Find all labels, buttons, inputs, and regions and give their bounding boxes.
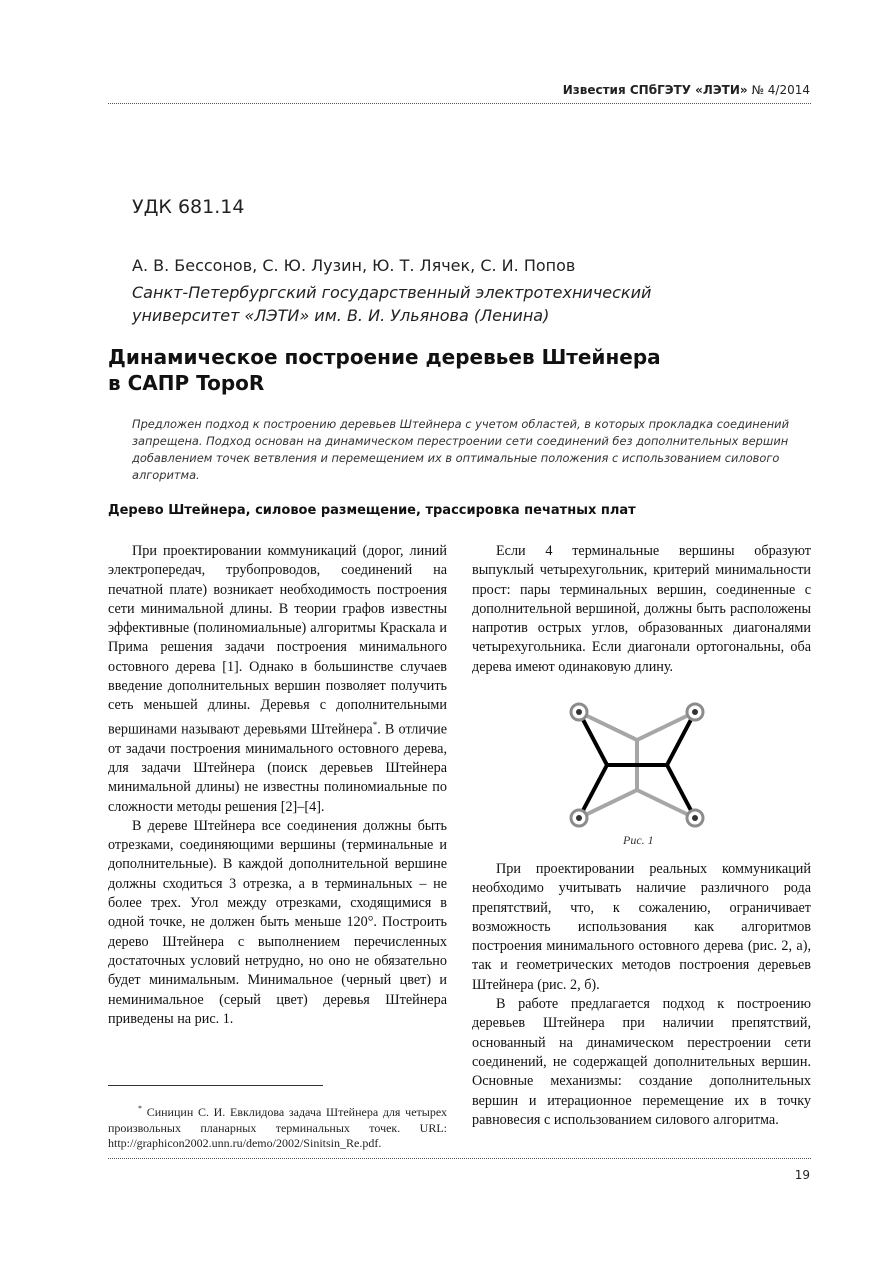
footnote-rule (108, 1085, 323, 1086)
terminal-vertex-center (692, 815, 698, 821)
terminal-vertex-center (692, 709, 698, 715)
right-column-bottom (472, 860, 811, 1130)
title-line-1: Динамическое построение деревьев Штейнера (108, 345, 661, 369)
left-paragraph-1-text-b: . В отличие от задачи построения минимального остовного дерева, для задачи Штейнера (поиск деревьев Штейнера минимальной длины) не известны полиномиальные по сложности методы решения [2]–[4]. (108, 721, 447, 815)
footnote-reference: * (372, 719, 378, 730)
header-divider (108, 103, 811, 104)
terminal-vertex-center (576, 709, 582, 715)
left-paragraph-1-text-a: При проектировании коммуникаций (дорог, линий электропередач, трубопроводов, соединений на печатной плате) возникает необходимость построения сети минимальной длины. В теории графов известны эффективные (полиномиальные) алгоритмы Краскала и Прима решения задачи построения минимального остовного дерева [1]. Однако в большинстве случаев введение дополнительных вершин позволяет получить сеть меньшей длины. Деревья с дополнительными вершинами называют деревьями Штейнера (108, 543, 447, 738)
title-line-2: в САПР TopoR (108, 371, 265, 395)
right-paragraph-2: При проектировании реальных коммуникаций необходимо учитывать наличие различного рода препятствий, что, к сожалению, ограничивает возможность использования как алгоритмов построения минимального остовного дерева (рис. 2, а), так и геометрических методов построения деревьев Штейнера (рис. 2, б). (472, 861, 811, 993)
left-paragraph-2: В дереве Штейнера все соединения должны быть отрезками, соединяющими вершины (терминальные и дополнительные). В каждой дополнительной вершине должны сходиться 3 отрезка, а в терминальных – не более трех. Угол между отрезками, сходящимися в одной точке, не должен быть меньше 120°. Построить дерево Штейнера с выполнением перечисленных достаточных условий нетрудно, но оно не обязательно будет минимальным. Минимальное (черный цвет) и неминимальное (серый цвет) деревья Штейнера приведены на рис. 1. (108, 817, 447, 1027)
footnote (108, 1101, 447, 1152)
footnote-text: Синицин С. И. Евклидова задача Штейнера для четырех произвольных планарных терминальных точек. URL: http://graphicon2002.unn.ru/demo/2002/Sinitsin_Re.pdf. (108, 1105, 447, 1150)
page-number: 19 (794, 1168, 810, 1182)
journal-header (563, 83, 810, 97)
left-paragraph-1 (108, 542, 447, 817)
keywords: Дерево Штейнера, силовое размещение, трассировка печатных плат (108, 503, 636, 518)
affiliation-line-1: Санкт-Петербургский государственный электротехнический (132, 283, 652, 302)
journal-issue: № 4/2014 (751, 83, 810, 97)
authors: А. В. Бессонов, С. Ю. Лузин, Ю. Т. Лячек, С. И. Попов (132, 256, 576, 275)
abstract: Предложен подход к построению деревьев Штейнера с учетом областей, в которых прокладка соединений запрещена. Подход основан на динамическом перестроении сети соединений без дополнительных вершин добавлением точек ветвления и перемещением их в оптимальные положения с использованием силового алгоритма. (132, 417, 789, 482)
right-paragraph-1: Если 4 терминальные вершины образуют выпуклый четырехугольник, критерий минимальности прост: пары терминальных вершин, соединенные с дополнительной вершиной, должны быть расположены напротив острых углов, образованных диагоналями четырехугольника. Если диагонали ортогональны, оба дерева имеют одинаковую длину. (472, 543, 811, 675)
right-column-top (472, 542, 811, 677)
right-paragraph-3: В работе предлагается подход к построению деревьев Штейнера при наличии препятствий, основанный на динамическом перестроении сети соединений, не содержащей дополнительных вершин. Основные механизмы: создание дополнительных вершин и итерационное перемещение их в точку равновесия с использованием силового алгоритма. (472, 996, 811, 1128)
footnote-mark: * (138, 1104, 142, 1113)
journal-name: Известия СПбГЭТУ «ЛЭТИ» (562, 83, 748, 97)
footer-divider (108, 1158, 811, 1159)
left-column (108, 542, 447, 1029)
affiliation-line-2: университет «ЛЭТИ» им. В. И. Ульянова (Ленина) (132, 306, 550, 325)
udc-code: УДК 681.14 (132, 196, 245, 218)
steiner-tree-figure (555, 696, 715, 832)
minimal-tree (579, 712, 695, 818)
figure-caption: Рис. 1 (623, 833, 654, 847)
article-title (108, 344, 661, 396)
terminal-vertex-center (576, 815, 582, 821)
affiliation (132, 281, 651, 327)
